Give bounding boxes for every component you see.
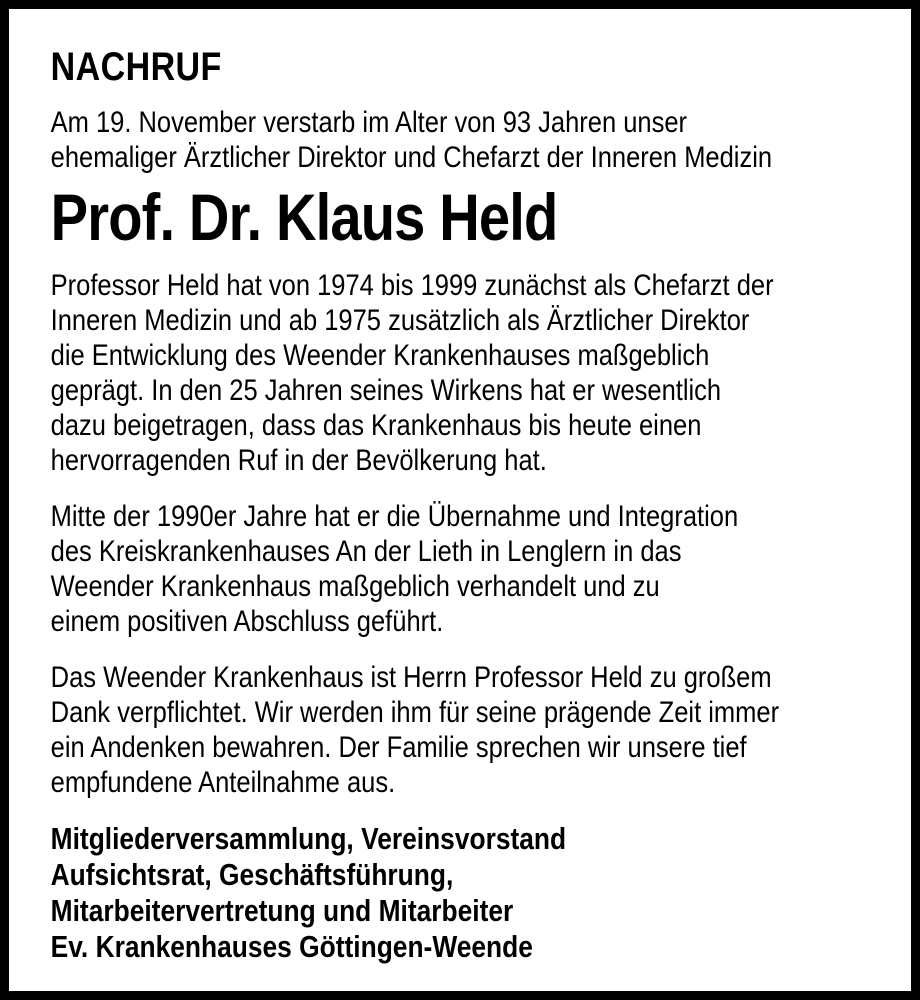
- obituary-content: [9, 9, 808, 965]
- paragraph-career: [51, 268, 808, 478]
- paragraph-line: Professor Held hat von 1974 bis 1999 zunächst als Chefarzt der: [50, 269, 774, 303]
- paragraph-line: geprägt. In den 25 Jahren seines Wirkens hat er wesentlich: [50, 374, 722, 408]
- intro-text: [51, 105, 808, 175]
- intro-line: ehemaliger Ärztlicher Direktor und Chefarzt der Inneren Medizin: [50, 141, 773, 174]
- paragraph-line: hervorragenden Ruf in der Bevölkerung hat.: [50, 444, 547, 478]
- paragraph-line: empfundene Anteilnahme aus.: [50, 766, 396, 800]
- kicker-heading: NACHRUF: [50, 45, 222, 89]
- signature-line: Ev. Krankenhauses Göttingen-Weende: [50, 929, 533, 965]
- paragraph-line: die Entwicklung des Weender Krankenhauses maßgeblich: [50, 339, 710, 373]
- deceased-name-heading: Prof. Dr. Klaus Held: [50, 180, 558, 254]
- paragraph-merger: [51, 499, 808, 639]
- signature-block: [51, 821, 808, 965]
- intro-line: Am 19. November verstarb im Alter von 93 Jahren unser: [50, 106, 688, 139]
- paragraph-line: einem positiven Abschluss geführt.: [50, 605, 444, 639]
- signature-line: Mitarbeitervertretung und Mitarbeiter: [50, 893, 514, 929]
- signature-line: Mitgliederversammlung, Vereinsvorstand: [50, 821, 567, 857]
- paragraph-line: des Kreiskrankenhauses An der Lieth in Lenglern in das: [50, 535, 682, 569]
- paragraph-line: Weender Krankenhaus maßgeblich verhandelt und zu: [50, 570, 660, 604]
- paragraph-line: Mitte der 1990er Jahre hat er die Übernahme und Integration: [50, 500, 739, 534]
- signature-line: Aufsichtsrat, Geschäftsführung,: [50, 857, 454, 893]
- paragraph-line: dazu beigetragen, dass das Krankenhaus bis heute einen: [50, 409, 702, 443]
- paragraph-line: Das Weender Krankenhaus ist Herrn Professor Held zu großem: [50, 661, 772, 695]
- paragraph-line: ein Andenken bewahren. Der Familie sprechen wir unsere tief: [50, 731, 747, 765]
- paragraph-line: Inneren Medizin und ab 1975 zusätzlich als Ärztlicher Direktor: [50, 304, 750, 338]
- paragraph-line: Dank verpflichtet. Wir werden ihm für seine prägende Zeit immer: [50, 696, 780, 730]
- paragraph-gratitude: [51, 660, 808, 800]
